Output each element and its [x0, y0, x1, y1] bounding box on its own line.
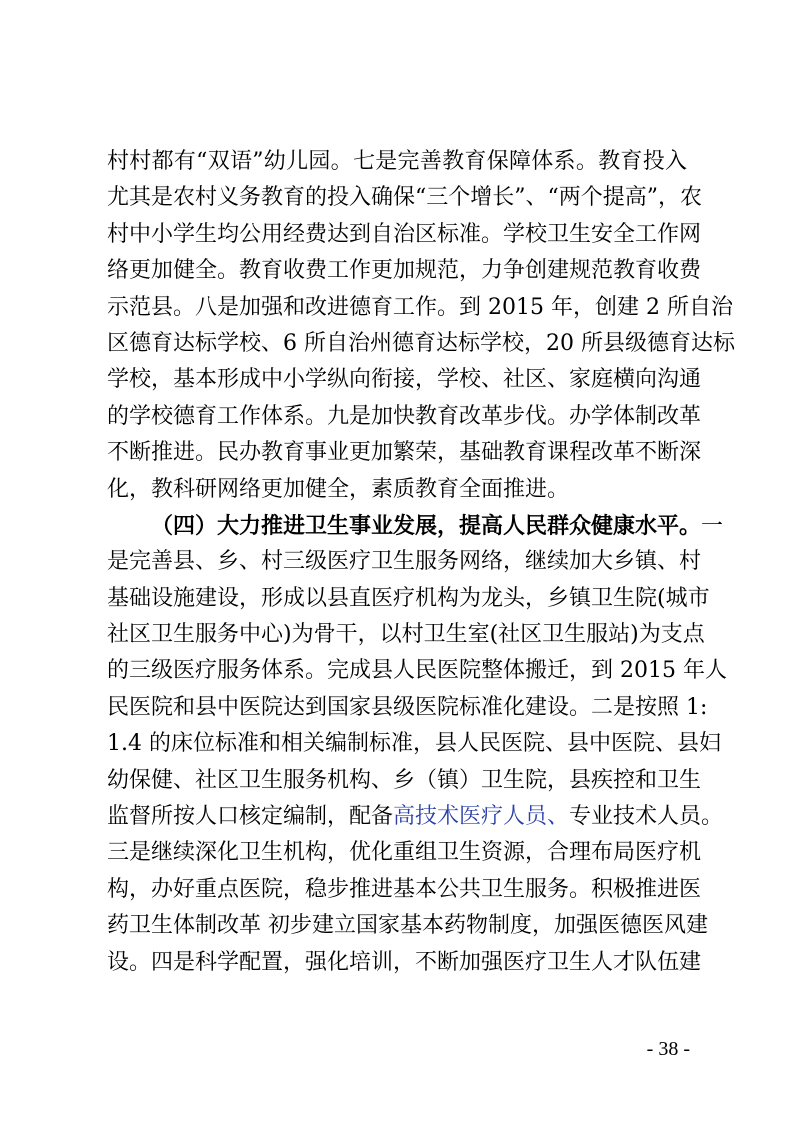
text-line: 化，教科研网络更加健全，素质教育全面推进。: [107, 476, 570, 502]
text-line-with-link: [107, 799, 724, 835]
link-line-after: 专业技术人员。: [569, 804, 724, 830]
text-line: 设。四是科学配置，强化培训，不断加强医疗卫生人才队伍建: [107, 949, 702, 975]
text-line: 区德育达标学校、6 所自治州德育达标学校，20 所县级德育达标: [107, 330, 735, 356]
text-line: 村中小学生均公用经费达到自治区标准。学校卫生安全工作网: [107, 221, 702, 247]
text-line: 尤其是农村义务教育的投入确保“三个增长”、“两个提高”，农: [107, 185, 702, 211]
heading-line: [107, 508, 724, 544]
page-number: - 38 -: [646, 1038, 690, 1060]
text-line: 的三级医疗服务体系。完成县人民医院整体搬迁，到 2015 年人: [107, 658, 727, 684]
link-line-before: 监督所按人口核定编制，配备: [107, 804, 394, 830]
text-line: 构，办好重点医院，稳步推进基本公共卫生服务。积极推进医: [107, 876, 702, 902]
text-line: 是完善县、乡、村三级医疗卫生服务网络，继续加大乡镇、村: [107, 549, 702, 575]
section-heading: （四）大力推进卫生事业发展，提高人民群众健康水平。: [151, 512, 702, 539]
text-line: 村村都有“双语”幼儿园。七是完善教育保障体系。教育投入: [107, 149, 687, 174]
text-line: 民医院和县中医院达到国家县级医院标准化建设。二是按照 1:: [107, 694, 708, 720]
text-line: 社区卫生服务中心)为骨干，以村卫生室(社区卫生服站)为支点: [107, 622, 705, 648]
paragraph-education: [107, 144, 735, 508]
text-line: 1.4 的床位标准和相关编制标准，县人民医院、县中医院、县妇: [107, 731, 721, 757]
body-text: [107, 144, 735, 981]
text-line: 不断推进。民办教育事业更加繁荣，基础教育课程改革不断深: [107, 440, 702, 466]
text-line: 药卫生体制改革 初步建立国家基本药物制度，加强医德医风建: [107, 913, 708, 939]
text-line: 基础设施建设，形成以县直医疗机构为龙头，乡镇卫生院(城市: [107, 585, 710, 611]
text-line: 络更加健全。教育收费工作更加规范，力争创建规范教育收费: [107, 258, 702, 284]
highlighted-link-text[interactable]: 高技术医疗人员、: [393, 804, 570, 830]
paragraph-health: [107, 508, 727, 981]
text-line: 幼保健、社区卫生服务机构、乡（镇）卫生院，县疾控和卫生: [107, 767, 702, 793]
text-line: 三是继续深化卫生机构，优化重组卫生资源，合理布局医疗机: [107, 840, 702, 866]
heading-line-rest: 一: [701, 513, 724, 539]
text-line: 的学校德育工作体系。九是加快教育改革步伐。办学体制改革: [107, 403, 702, 429]
text-line: 示范县。八是加强和改进德育工作。到 2015 年，创建 2 所自治: [107, 294, 733, 320]
text-line: 学校，基本形成中小学纵向衔接，学校、社区、家庭横向沟通: [107, 367, 702, 393]
